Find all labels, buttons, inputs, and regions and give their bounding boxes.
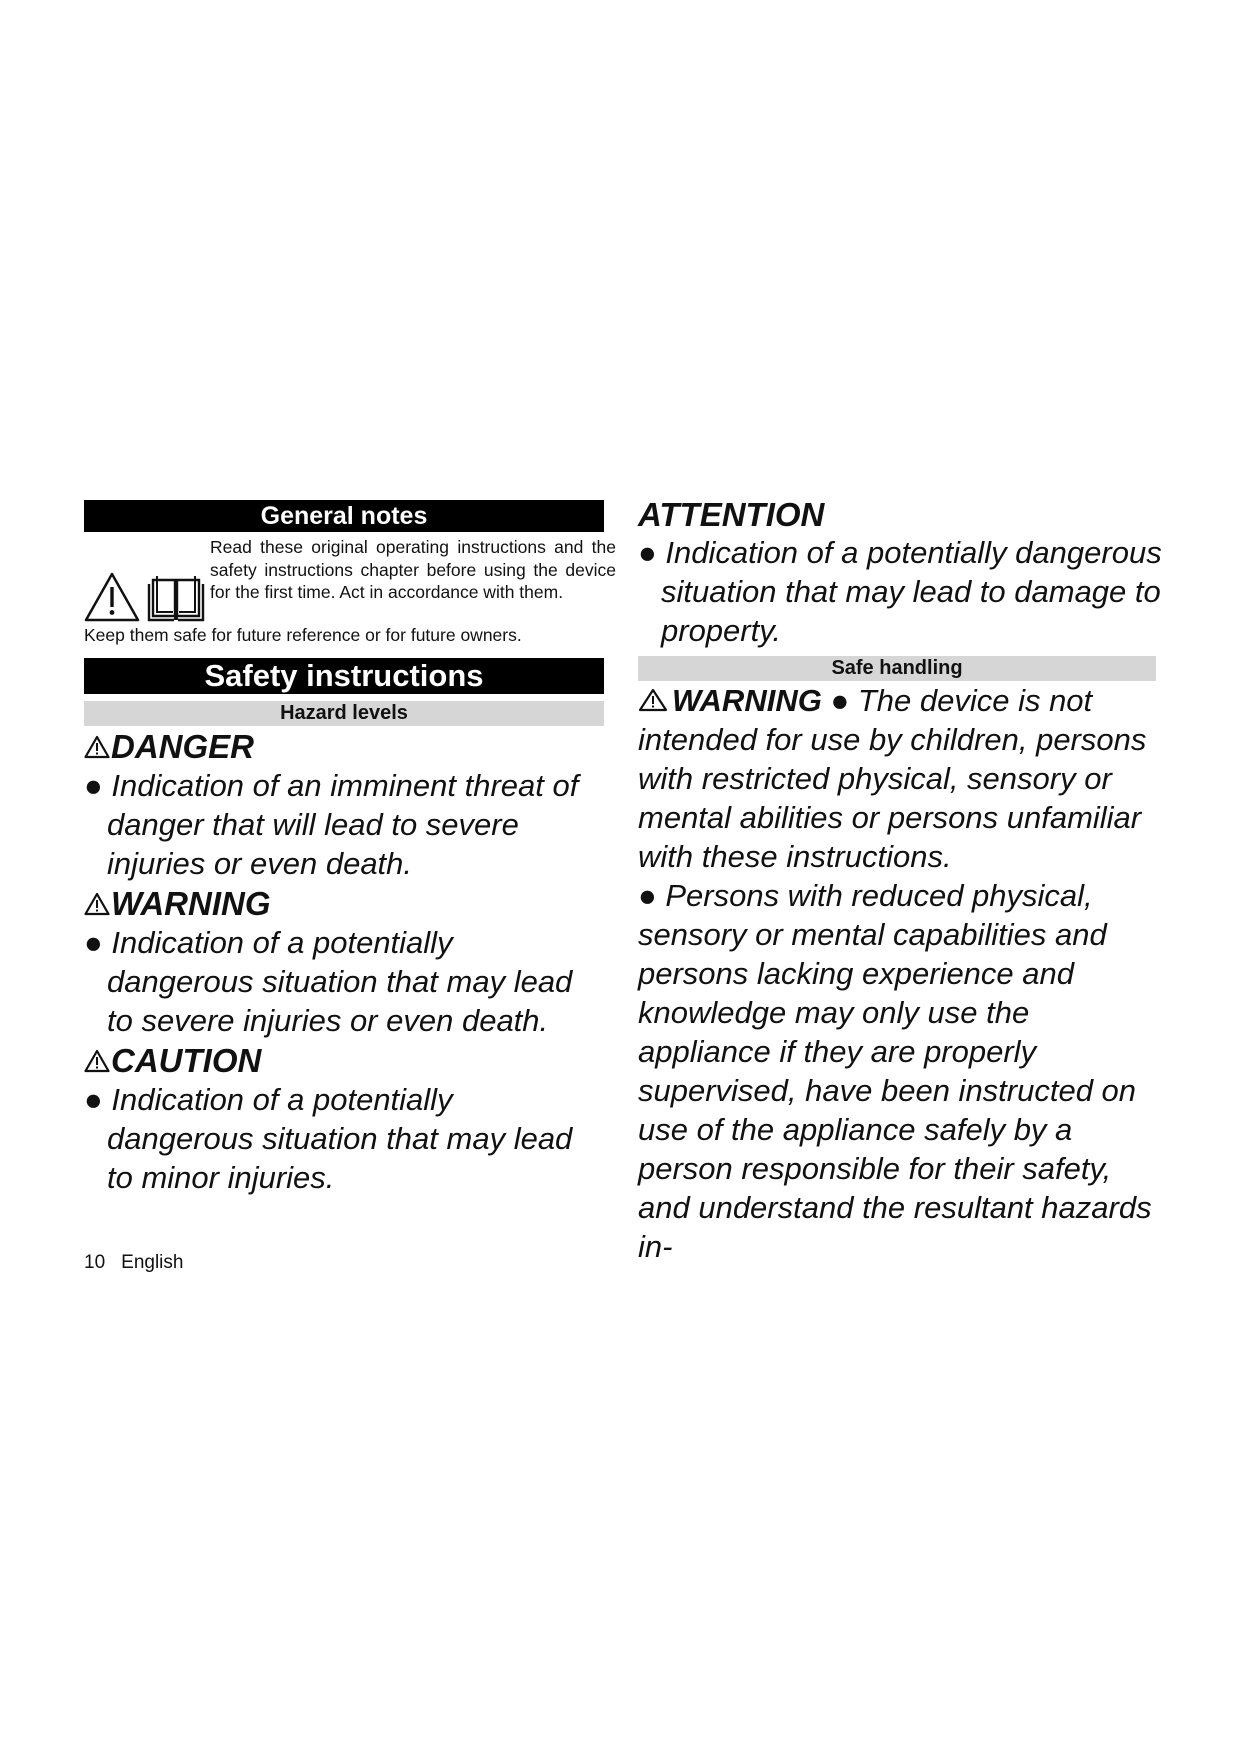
- right-column: [638, 495, 1163, 1266]
- hazard-level-description: ● Indication of a potentially dangerous situation that may lead to minor injuries.: [84, 1082, 573, 1195]
- hazard-levels-heading: Hazard levels: [84, 701, 604, 726]
- general-notes-block: [84, 536, 616, 624]
- hazard-level-warning: [84, 885, 604, 923]
- warning-label: WARNING: [672, 683, 822, 718]
- danger-triangle-icon: [84, 735, 110, 759]
- hazard-level-attention: ATTENTION: [638, 496, 825, 533]
- hazard-level-description: ● Indication of a potentially dangerous situation that may lead to severe injuries or even death.: [84, 925, 573, 1038]
- hazard-level-label: CAUTION: [111, 1042, 262, 1079]
- general-notes-heading: General notes: [84, 500, 604, 532]
- left-column: [84, 500, 616, 1197]
- hazard-level-danger: [84, 728, 604, 766]
- hazard-level-description: ● Indication of an imminent threat of danger that will lead to severe injuries or even death.: [84, 768, 579, 881]
- warning-triangle-icon: [84, 571, 140, 623]
- safe-handling-paragraph-2: ● Persons with reduced physical, sensory or mental capabilities and persons lacking experience and knowledge may only use the appliance if they are properly supervised, have been instructed on use of the appliance safely by a person responsible for their safety, and understand the resultant hazards in-: [638, 878, 1152, 1264]
- hazard-level-label: WARNING: [111, 885, 271, 922]
- general-notes-intro: Read these original operating instructions and the safety instructions chapter before using the device for the first time. Act in accordance with them.: [210, 537, 616, 602]
- footer-language: English: [121, 1252, 184, 1273]
- warning-triangle-icon: [638, 688, 668, 712]
- attention-description: ● Indication of a potentially dangerous situation that may lead to damage to property.: [638, 535, 1162, 648]
- page-number: 10: [84, 1252, 106, 1273]
- safe-handling-heading: Safe handling: [638, 656, 1156, 681]
- safe-handling-paragraph-1: WARNING ● The device is not intended for use by children, persons with restricted physical, sensory or mental abilities or persons unfamiliar with these instructions.: [638, 683, 1147, 874]
- hazard-level-label: DANGER: [111, 728, 255, 765]
- page-footer: [84, 1252, 183, 1274]
- hazard-level-caution: [84, 1042, 604, 1080]
- caution-triangle-icon: [84, 1049, 110, 1073]
- manual-book-icon: [147, 572, 205, 622]
- warning-triangle-icon: [84, 892, 110, 916]
- bullet-symbol: ●: [830, 683, 850, 718]
- general-notes-keep: Keep them safe for future reference or for future owners.: [84, 625, 522, 645]
- safety-instructions-heading: Safety instructions: [84, 658, 604, 694]
